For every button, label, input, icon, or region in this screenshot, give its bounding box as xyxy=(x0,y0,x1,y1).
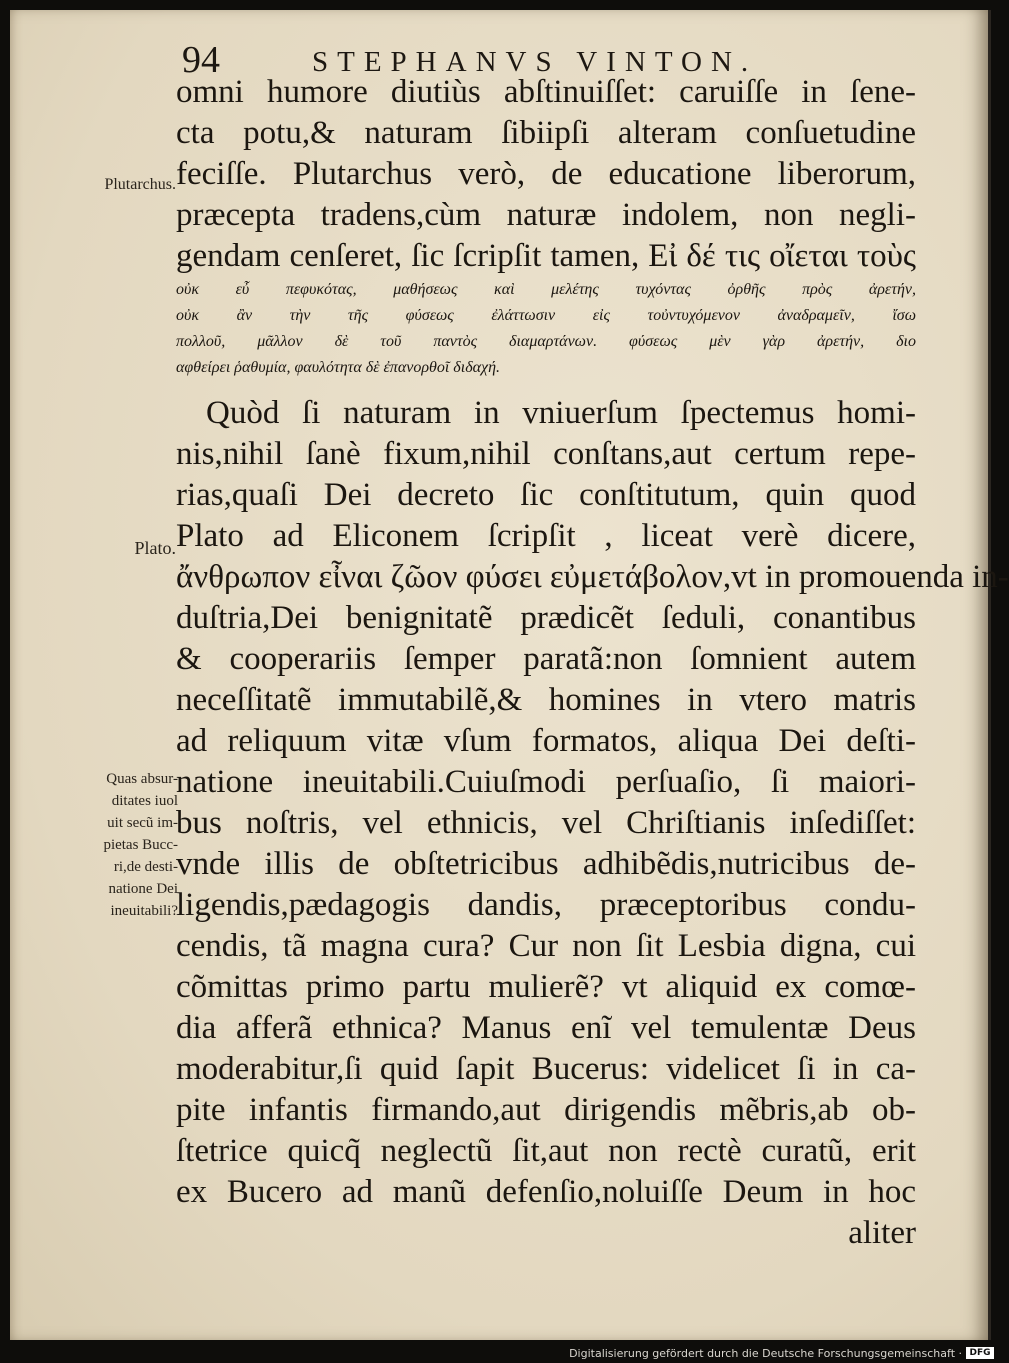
greek-line: πολλοῦ, μᾶλλον δὲ τοῦ παντὸς διαμαρτάνων. φύσεως μὲν γὰρ ἀρετήν, διο xyxy=(176,333,916,350)
text-line: duſtria,Dei benignitatẽ prædicẽt ſeduli, conantibus xyxy=(176,600,916,636)
margin-note-line: Quas absur- xyxy=(106,771,178,787)
text-line: feciſſe. Plutarchus verò, de educatione liberorum, xyxy=(176,156,916,192)
margin-note-line: ri,de desti- xyxy=(113,859,178,875)
text-line: rias,quaſi Dei decreto ſic conſtitutum, quin quod xyxy=(176,477,916,513)
text-line: Quòd ſi naturam in vniuerſum ſpectemus homi- xyxy=(206,395,916,431)
text-line: ἄνθρωπον εἶναι ζῶον φύσει εὐμετάβολον,vt in promouenda in- xyxy=(176,559,1009,595)
text-line: Plato ad Eliconem ſcripſit , liceat verè dicere, xyxy=(176,518,916,554)
margin-note-line: natione Dei xyxy=(108,881,178,897)
margin-note-plutarchus: Plutarchus. xyxy=(104,176,176,193)
text-line: bus noſtris, vel ethnicis, vel Chriſtianis inſediſſet: xyxy=(176,805,916,841)
margin-note-line: ditates iuol xyxy=(111,793,178,809)
catchword: aliter xyxy=(848,1215,916,1251)
margin-note-plato: Plato. xyxy=(134,538,176,558)
text-line: cendis, tã magna cura? Cur non ſit Lesbia digna, cui xyxy=(176,928,916,964)
text-line: præcepta tradens,cùm naturæ indolem, non negli- xyxy=(176,197,916,233)
text-line: omni humore diutiùs abſtinuiſſet: caruiſſe in ſene- xyxy=(176,74,916,110)
text-line: moderabitur,ſi quid ſapit Bucerus: videlicet ſi in ca- xyxy=(176,1051,916,1087)
text-line: ligendis,pædagogis dandis, præceptoribus condu- xyxy=(176,887,916,923)
text-line: nis,nihil ſanè fixum,nihil conſtans,aut certum repe- xyxy=(176,436,916,472)
margin-note-line: pietas Bucc- xyxy=(103,837,178,853)
margin-note-line: ineuitabili? xyxy=(110,903,178,919)
text-line: neceſſitatẽ immutabilẽ,& homines in vtero matris xyxy=(176,682,916,718)
text-line: pite infantis firmando,aut dirigendis mẽbris,ab ob- xyxy=(176,1092,916,1128)
text-line: & cooperariis ſemper paratã:non ſomnient autem xyxy=(176,641,916,677)
greek-line: οὐκ ἂν τὴν τῆς φύσεως ἐλάττωσιν εἰς τοὐντυχόμενον ἀναδραμεῖν, ἴσω xyxy=(176,307,916,324)
text-line: natione ineuitabili.Cuiuſmodi perſuaſio, ſi maiori- xyxy=(176,764,916,800)
body-text xyxy=(176,72,1009,1254)
text-line: ad reliquum vitæ vſum formatos, aliqua Dei deſti- xyxy=(176,723,916,759)
text-line: dia afferã ethnica? Manus enĩ vel temulentæ Deus xyxy=(176,1010,916,1046)
text-line: cõmittas primo partu mulierẽ? vt aliquid ex comœ- xyxy=(176,969,916,1005)
greek-line: αφθείρει ῥαθυμία, φαυλότητα δὲ ἐπανορθοῖ διδαχή. xyxy=(176,359,500,376)
folio-number: 94 xyxy=(182,39,220,81)
text-line: vnde illis de obſtetricibus adhibẽdis,nutricibus de- xyxy=(176,846,916,882)
text-line: ex Bucero ad manũ defenſio,noluiſſe Deum in hoc xyxy=(176,1174,916,1210)
greek-line: οὐκ εὖ πεφυκότας, μαθήσεως καὶ μελέτης τυχόντας ὀρθῆς πρὸς ἀρετήν, xyxy=(176,281,916,298)
digitization-footer xyxy=(0,1343,1000,1363)
footer-credit: Digitalisierung gefördert durch die Deutsche Forschungsgemeinschaft · xyxy=(569,1347,962,1360)
running-title: STEPHANVS VINTON. xyxy=(312,46,758,78)
text-line: gendam cenſeret, ſic ſcripſit tamen, Εἰ δέ τις οἴεται τοὺς xyxy=(176,238,916,274)
dfg-logo: DFG xyxy=(966,1347,994,1359)
text-line: ſtetrice quicq̃ neglectũ ſit,aut non rectè curatũ, erit xyxy=(176,1133,916,1169)
text-line: cta potu,& naturam ſibiipſi alteram conſuetudine xyxy=(176,115,916,151)
margin-note-line: uit secũ im- xyxy=(107,815,178,831)
margin-note-quas xyxy=(62,768,178,922)
